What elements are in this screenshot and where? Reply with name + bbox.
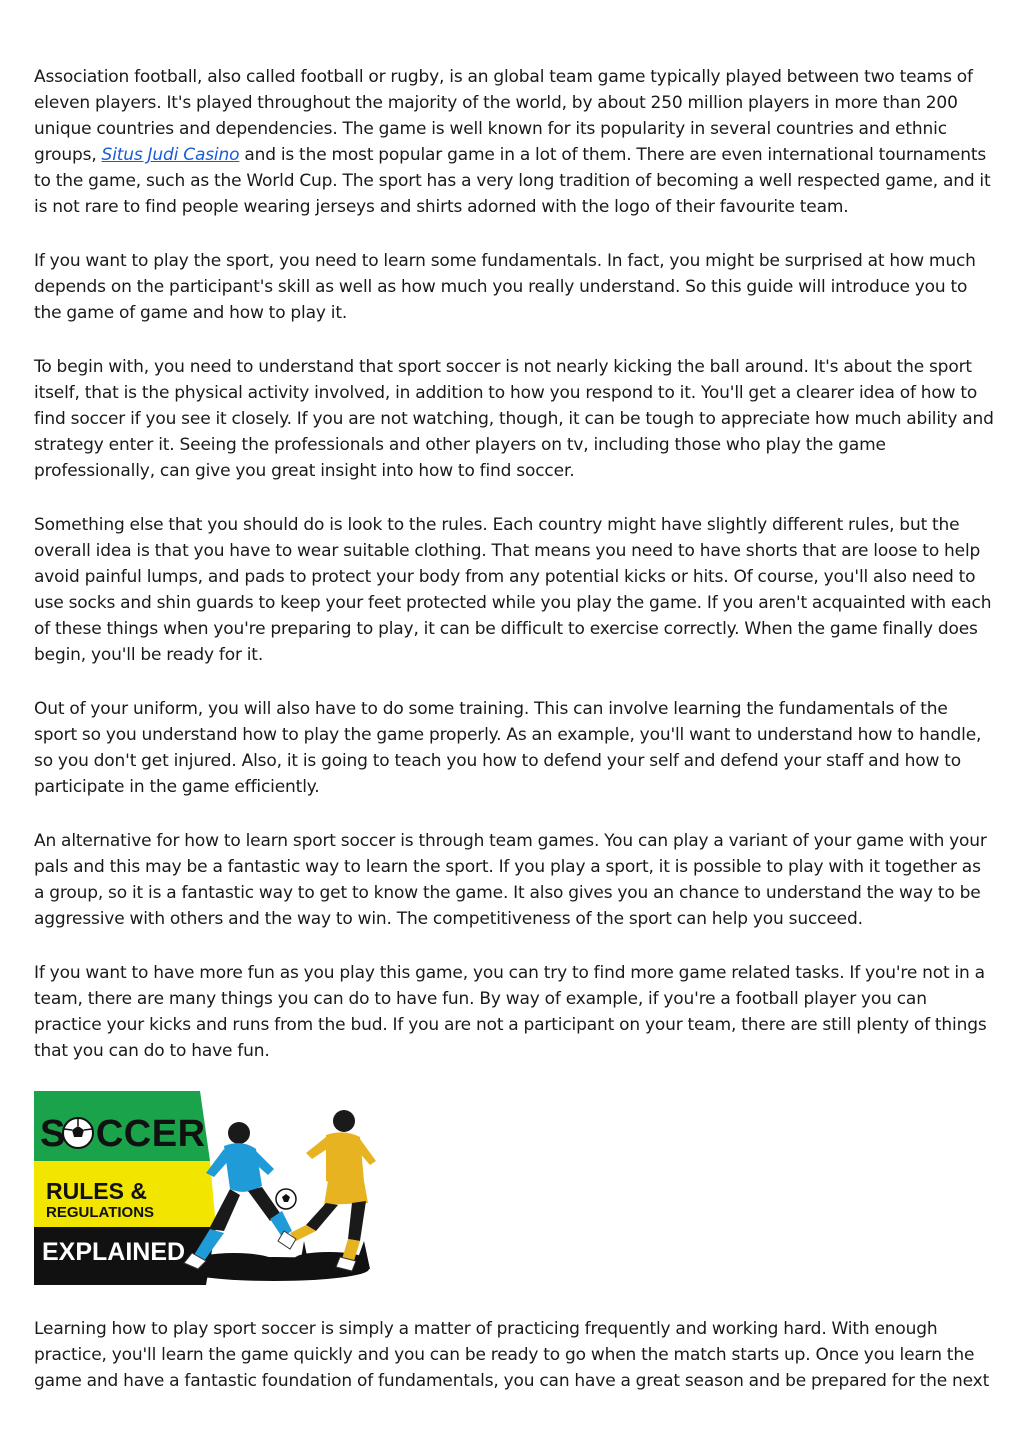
paragraph-3: To begin with, you need to understand that sport soccer is not nearly kicking the ball around. It's about the sport itself, that is the physical activity involved, in addition to how you respond to it. You'll get a clearer idea of how to find soccer if you see it closely. If you are not watching, though, it can be tough to appreciate how much ability and strategy enter it. Seeing the professionals and other players on tv, including those who play the game professionally, can give you great insight into how to find soccer. xyxy=(34,357,994,481)
paragraph-1-text-before-link: Association football, also called football or rugby, is an global team game typically played between two teams of eleven players. It's played throughout the majority of the world, by about 250 million players in more than 200 unique countries and dependencies. The game is well known for its popularity in several countries and ethnic groups, xyxy=(34,67,973,165)
soccer-ball-icon xyxy=(276,1189,296,1209)
rules-heading: RULES & xyxy=(46,1178,147,1204)
paragraph-8: Learning how to play sport soccer is simply a matter of practicing frequently and working hard. With enough practice, you'll learn the game quickly and you can be ready to go when the match starts up. Once you learn the game and have a fantastic foundation of fundamentals, you can have a great season and be prepared for the next xyxy=(34,1319,990,1391)
situs-judi-casino-link[interactable]: Situs Judi Casino xyxy=(101,145,240,165)
paragraph-7: If you want to have more fun as you play this game, you can try to find more game related tasks. If you're not in a team, there are many things you can do to have fun. By way of example, if you're a football player you can practice your kicks and runs from the bud. If you are not a participant on your team, there are still plenty of things that you can do to have fun. xyxy=(34,963,987,1061)
soccer-heading-visible: S CCER xyxy=(40,1113,206,1155)
paragraph-6: An alternative for how to learn sport soccer is through team games. You can play a variant of your game with your pals and this may be a fantastic way to learn the sport. If you play a sport, it is possible to play with it together as a group, so it is a fantastic way to get to know the game. It also gives you an chance to understand the way to be aggressive with others and the way to win. The competitiveness of the sport can help you succeed. xyxy=(34,831,987,929)
paragraph-1-text-after-link: and is the most popular game in a lot of them. There are even international tournaments to the game, such as the World Cup. The sport has a very long tradition of becoming a well respected game, and it is not rare to find people wearing jerseys and shirts adorned with the logo of their favourite team. xyxy=(34,145,991,217)
explained-heading: EXPLAINED xyxy=(42,1238,186,1266)
soccer-heading xyxy=(40,1113,206,1156)
paragraph-1 xyxy=(34,64,994,220)
paragraph-4: Something else that you should do is look to the rules. Each country might have slightly different rules, but the overall idea is that you have to wear suitable clothing. That means you need to have shorts that are loose to help avoid painful lumps, and pads to protect your body from any potential kicks or hits. Of course, you'll also need to use socks and shin guards to keep your feet protected while you play the game. If you aren't acquainted with each of these things when you're preparing to play, it can be difficult to exercise correctly. When the game finally does begin, you'll be ready for it. xyxy=(34,515,992,665)
paragraph-2: If you want to play the sport, you need to learn some fundamentals. In fact, you might be surprised at how much depends on the participant's skill as well as how much you really understand. So this guide will introduce you to the game of game and how to play it. xyxy=(34,251,976,323)
regulations-heading: REGULATIONS xyxy=(46,1204,155,1221)
soccer-rules-image xyxy=(34,1091,379,1285)
paragraph-5: Out of your uniform, you will also have to do some training. This can involve learning the fundamentals of the sport so you understand how to play the game properly. As an example, you'll want to understand how to handle, so you don't get injured. Also, it is going to teach you how to defend your self and defend your staff and how to participate in the game efficiently. xyxy=(34,699,982,797)
